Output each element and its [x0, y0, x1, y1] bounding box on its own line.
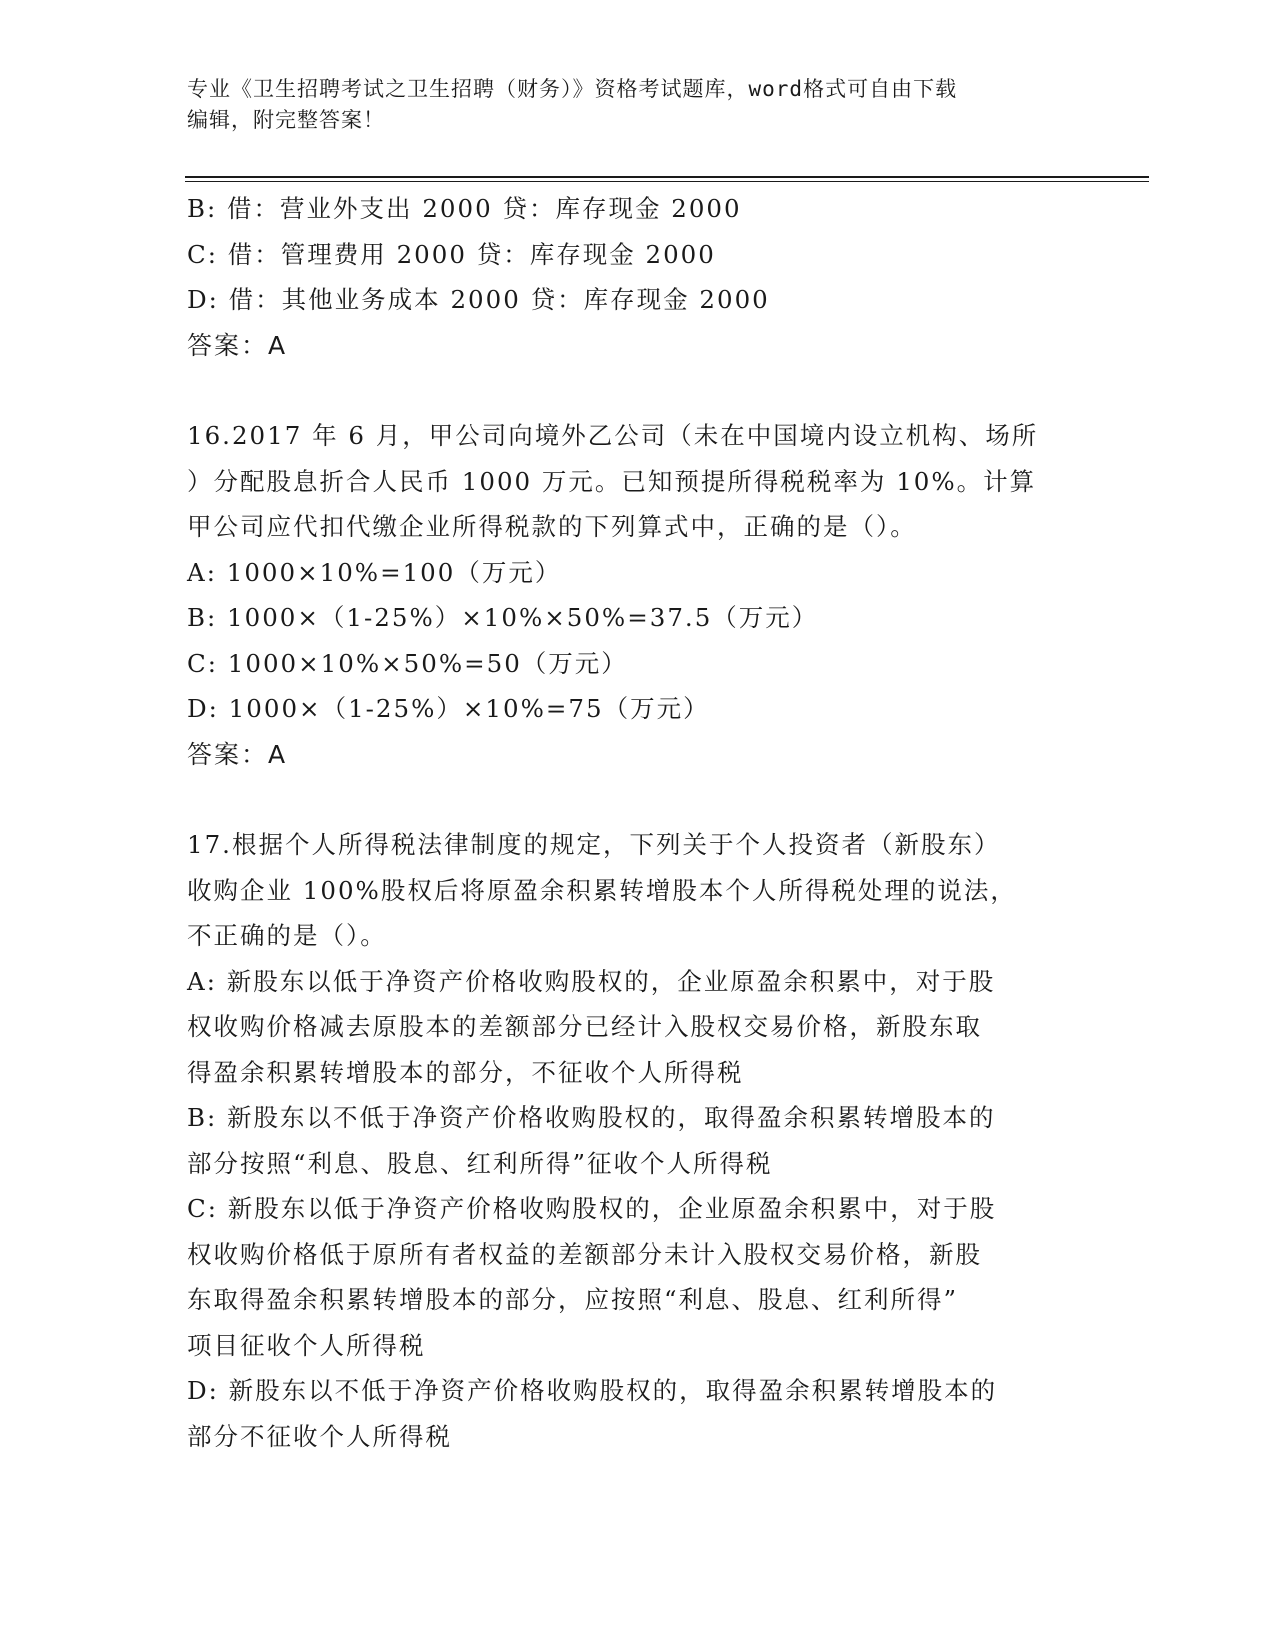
- question-17: [187, 822, 1087, 1459]
- spacer: [187, 777, 1087, 822]
- question-stem-line: 16.2017 年 6 月，甲公司向境外乙公司（未在中国境内设立机构、场所: [187, 421, 1039, 450]
- question-stem-line: 甲公司应代扣代缴企业所得税款的下列算式中，正确的是（）。: [187, 512, 917, 541]
- document-body: [187, 186, 1087, 1459]
- question-stem-line: 不正确的是（）。: [187, 921, 387, 950]
- option-a-line: 权收购价格减去原股本的差额部分已经计入股权交易价格，新股东取: [187, 1012, 982, 1041]
- option-c: C: 借：管理费用 2000 贷：库存现金 2000: [187, 239, 716, 269]
- option-b: B: 借：营业外支出 2000 贷：库存现金 2000: [187, 194, 742, 223]
- question-stem-line: 17.根据个人所得税法律制度的规定，下列关于个人投资者（新股东）: [187, 830, 1001, 859]
- question-stem-line: ）分配股息折合人民币 1000 万元。已知预提所得税税率为 10%。计算: [187, 466, 1037, 496]
- spacer: [187, 368, 1087, 413]
- option-d-line: 部分不征收个人所得税: [187, 1421, 452, 1451]
- option-c-line: 项目征收个人所得税: [187, 1330, 426, 1360]
- option-d: D: 1000×（1-25%）×10%=75（万元）: [187, 694, 710, 723]
- header-line-2: 编辑，附完整答案！: [187, 108, 385, 132]
- question-16: [187, 413, 1087, 777]
- option-c-line: 东取得盈余积累转增股本的部分，应按照“利息、股息、红利所得”: [187, 1285, 959, 1314]
- option-d: D: 借：其他业务成本 2000 贷：库存现金 2000: [187, 285, 770, 314]
- option-a-line: A: 新股东以低于净资产价格收购股权的，企业原盈余积累中，对于股: [187, 966, 996, 996]
- option-a-line: 得盈余积累转增股本的部分，不征收个人所得税: [187, 1057, 744, 1087]
- option-c: C: 1000×10%×50%=50（万元）: [187, 648, 628, 678]
- option-c-line: C: 新股东以低于净资产价格收购股权的，企业原盈余积累中，对于股: [187, 1194, 997, 1223]
- option-b-line: 部分按照“利息、股息、红利所得”征收个人所得税: [187, 1148, 773, 1178]
- option-b-line: B: 新股东以不低于净资产价格收购股权的，取得盈余积累转增股本的: [187, 1103, 996, 1132]
- page-header: [187, 74, 1087, 136]
- answer-line: 答案：A: [187, 330, 288, 360]
- header-line-1: 专业《卫生招聘考试之卫生招聘（财务）》资格考试题库，word格式可自由下载: [187, 77, 958, 101]
- option-a: A: 1000×10%=100（万元）: [187, 557, 562, 587]
- header-rule-thin: [185, 181, 1149, 182]
- question-15-continued: [187, 186, 1087, 368]
- header-rule-thick: [185, 176, 1149, 178]
- option-b: B: 1000×（1-25%）×10%×50%=37.5（万元）: [187, 603, 819, 632]
- question-stem-line: 收购企业 100%股权后将原盈余积累转增股本个人所得税处理的说法，: [187, 875, 1017, 905]
- answer-line: 答案：A: [187, 739, 288, 769]
- option-c-line: 权收购价格低于原所有者权益的差额部分未计入股权交易价格，新股: [187, 1239, 982, 1269]
- option-d-line: D: 新股东以不低于净资产价格收购股权的，取得盈余积累转增股本的: [187, 1376, 998, 1405]
